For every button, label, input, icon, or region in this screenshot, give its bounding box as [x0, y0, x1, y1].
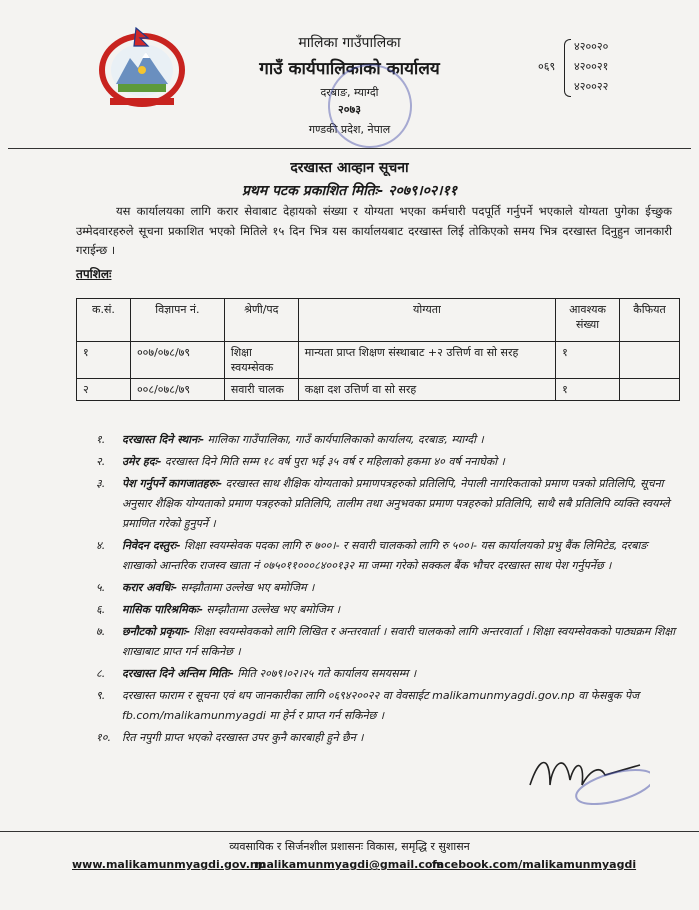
list-item — [96, 430, 681, 450]
province-name: गण्डकी प्रदेश, नेपाल — [308, 123, 391, 136]
vacancy-table — [76, 298, 680, 401]
column-header: विज्ञापन नं. — [130, 299, 224, 342]
column-header: कैफियत — [620, 299, 680, 342]
table-cell — [620, 342, 680, 379]
office-name: गाउँ कार्यपालिकाको कार्यालय — [259, 59, 440, 79]
list-item — [96, 664, 681, 684]
column-header: आवश्यक संख्या — [556, 299, 620, 342]
footer-slogan: व्यवसायिक र सिर्जनशील प्रशासनः विकास, समृद्धि र सुशासन — [229, 840, 470, 853]
table-cell: मान्यता प्राप्त शिक्षण संस्थाबाट +२ उत्तिर्ण वा सो सरह — [298, 342, 555, 379]
item-text: रित नपुगी प्राप्त भएको दरखास्त उपर कुनै कारबाही हुने छैन । — [122, 731, 364, 744]
office-address: दरबाङ, म्याग्दी — [320, 86, 379, 99]
item-number: १. — [96, 433, 106, 446]
email-link[interactable]: malikamunmyagdi@gmail.com — [255, 858, 444, 871]
conditions-list — [96, 430, 681, 750]
item-label: छनौटको प्रकृयाः- — [122, 625, 191, 638]
item-number: ६. — [96, 603, 106, 616]
footer-divider — [0, 831, 699, 832]
item-text: शिक्षा स्वयम्सेवकको लागि लिखित र अन्तरवार्ता । सवारी चालकको लागि अन्तरवार्ता । शिक्षा स्वयम्सेवकको पाठ्यक्रम शिक्षा शाखाबाट प्राप्त गर्न सकिनेछ । — [122, 625, 676, 658]
item-number: २. — [96, 455, 106, 468]
table-cell: ००८/०७८/७९ — [130, 379, 224, 401]
item-number: ५. — [96, 581, 106, 594]
notice-title: दरखास्त आव्हान सूचना — [290, 160, 409, 176]
item-text: दरखास्त दिने मिति सम्म १८ वर्ष पुरा भई ३५ वर्ष र महिलाको हकमा ४० वर्ष ननाघेको । — [161, 455, 505, 468]
item-text: दरखास्त फाराम र सूचना एवं थप जानकारीका लागि ०६९४२००२२ वा वेवसाईट malikamunmyagdi.gov.np वा फेसबुक पेज fb.com/malikamunmyagdi मा हेर्न र प्राप्त गर्न सकिनेछ । — [122, 689, 640, 722]
item-text: सम्झौतामा उल्लेख भए बमोजिम । — [177, 581, 315, 594]
item-label: पेश गर्नुपर्ने कागजातहरुः- — [122, 477, 223, 490]
table-cell — [620, 379, 680, 401]
list-item — [96, 600, 681, 620]
phone-code: ०६९ — [538, 60, 556, 73]
list-item — [96, 622, 681, 662]
item-number: ८. — [96, 667, 106, 680]
table-cell: १ — [77, 342, 131, 379]
item-label: करार अवधिः- — [122, 581, 178, 594]
item-label: दरखास्त दिने स्थानः- — [122, 433, 205, 446]
phone-brace — [564, 39, 571, 97]
table-cell: २ — [77, 379, 131, 401]
phone-number: ४२००२१ — [574, 60, 609, 73]
item-label: दरखास्त दिने अन्तिम मितिः- — [122, 667, 234, 680]
table-cell: १ — [556, 342, 620, 379]
table-cell: शिक्षा स्वयम्सेवक — [224, 342, 298, 379]
list-item — [96, 452, 681, 472]
item-label: मासिक पारिश्रमिकः- — [122, 603, 203, 616]
table-header-row — [77, 299, 680, 342]
website-link[interactable]: www.malikamunmyagdi.gov.np — [72, 858, 266, 871]
list-item — [96, 686, 681, 726]
item-number: ३. — [96, 477, 106, 490]
column-header: श्रेणी/पद — [224, 299, 298, 342]
list-item — [96, 474, 681, 534]
table-cell: ००७/०७८/७९ — [130, 342, 224, 379]
details-label: तपशिलः — [76, 267, 112, 281]
facebook-link[interactable]: facebook.com/malikamunmyagdi — [432, 858, 637, 871]
item-label: निवेदन दस्तुरः- — [122, 539, 181, 552]
item-text: सम्झौतामा उल्लेख भए बमोजिम । — [202, 603, 341, 616]
item-text: दरखास्त साथ शैक्षिक योग्यताको प्रमाणपत्रहरुको प्रतिलिपि, नेपाली नागरिकताको प्रमाण पत्रको प्रतिलिपि, सूचना अनुसार शैक्षिक योग्यताको प्रमाण पत्रहरुको प्रतिलिपि, तालीम तथा अनुभवका प्रमाण पत्रहरुको प्रतिलिपि, साथै सबै प्रतिलिपि व्यक्ति स्वयम्ले प्रमाणित गरेको हुनुपर्ने । — [122, 477, 670, 530]
table-cell: १ — [556, 379, 620, 401]
column-header: योग्यता — [298, 299, 555, 342]
municipality-name: मालिका गाउँपालिका — [298, 35, 401, 51]
item-number: १०. — [96, 731, 111, 744]
item-number: ७. — [96, 625, 106, 638]
item-number: ९. — [96, 689, 106, 702]
table-cell: सवारी चालक — [224, 379, 298, 401]
established-year: २०७३ — [338, 103, 361, 116]
table-row — [77, 342, 680, 379]
intro-paragraph: यस कार्यालयका लागि करार सेवाबाट देहायको संख्या र योग्यता भएका कर्मचारी पदपूर्ति गर्नुपर्ने भएकाले योग्यता पुगेका ईच्छुक उम्मेदवारहरुले सूचना प्रकाशित भएको मितिले १५ दिन भित्र यस कार्यालयबाट दरखास्त लिई तोकिएको समय भित्र दरखास्त दिनुहुन जानकारी गराईन्छ । — [76, 204, 672, 257]
phone-number: ४२००२० — [574, 40, 609, 53]
signature-icon — [520, 745, 650, 805]
table-row — [77, 379, 680, 401]
phone-number: ४२००२२ — [574, 80, 609, 93]
item-text: मिति २०७९।०२।२५ गते कार्यालय समयसम्म । — [233, 667, 417, 680]
item-text: मालिका गाउँपालिका, गाउँ कार्यपालिकाको कार्यालय, दरबाङ, म्याग्दी । — [204, 433, 484, 446]
list-item — [96, 536, 681, 576]
table-cell: कक्षा दश उत्तिर्ण वा सो सरह — [298, 379, 555, 401]
column-header: क.सं. — [77, 299, 131, 342]
item-label: उमेर हदः- — [122, 455, 162, 468]
item-number: ४. — [96, 539, 106, 552]
publish-date: प्रथम पटक प्रकाशित मितिः- २०७९।०२।११ — [241, 183, 458, 199]
item-text: शिक्षा स्वयम्सेवक पदका लागि रु ७००।- र सवारी चालकको लागि रु ५००।- यस कार्यालयको प्रभु बैंक लिमिटेड, दरबाङ शाखाको आन्तरिक राजस्व खाता नं ०७५०११०००८४००१३२ मा जम्मा गरेको सक्कल बैंक भौचर दरखास्त साथ पेश गर्नुपर्नेछ । — [122, 539, 648, 572]
list-item — [96, 578, 681, 598]
header-divider — [8, 148, 691, 149]
